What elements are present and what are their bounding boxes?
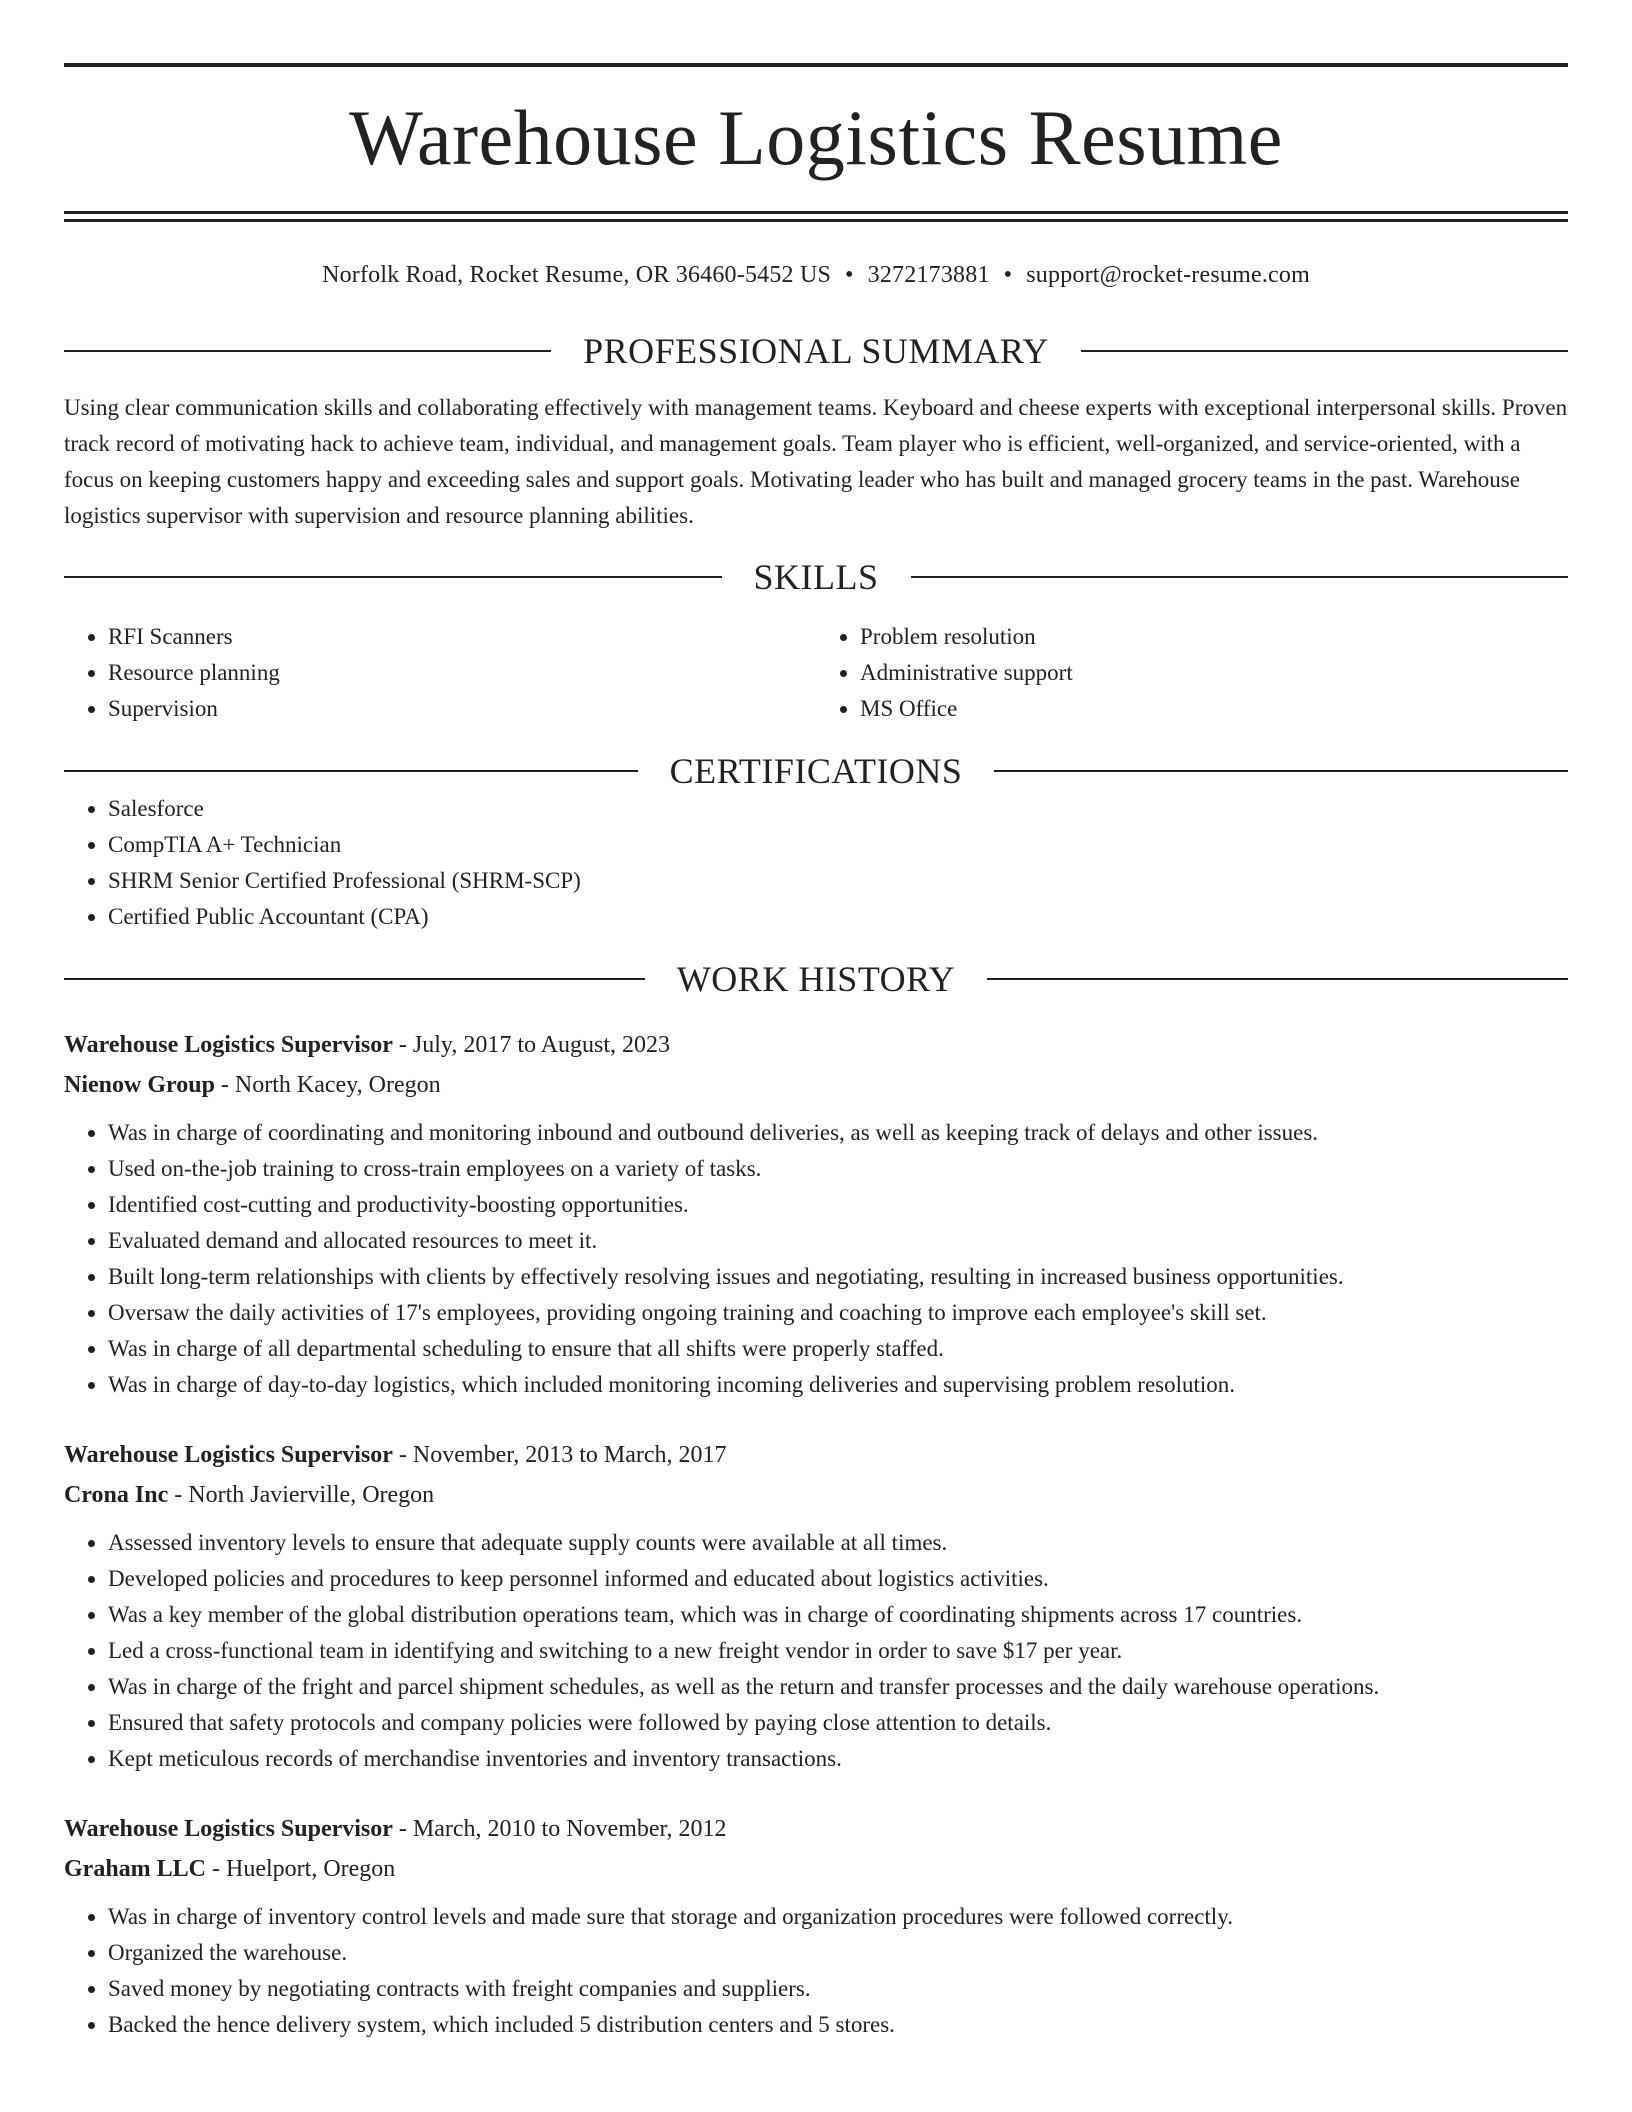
- job-bullet: • Used on-the-job training to cross-train employees on a variety of tasks.: [108, 1151, 1568, 1187]
- certification-item: • Salesforce: [108, 791, 1568, 827]
- skills-column-left: [64, 619, 816, 727]
- job-company: Crona Inc: [64, 1482, 169, 1508]
- job-bullet: • Was in charge of coordinating and monitoring inbound and outbound deliveries, as well as keeping track of delays and other issues.: [108, 1115, 1568, 1151]
- skill-item: • Administrative support: [860, 655, 1568, 691]
- section-title: CERTIFICATIONS: [669, 751, 963, 791]
- section-heading-certifications: [64, 751, 1568, 791]
- divider: [64, 350, 551, 352]
- job-entry: [64, 1025, 1568, 1403]
- job-title: Warehouse Logistics Supervisor: [64, 1442, 393, 1468]
- job-entry: [64, 1809, 1568, 2043]
- skill-item: • Problem resolution: [860, 619, 1568, 655]
- section-heading-work-history: [64, 959, 1568, 999]
- job-bullet: • Was in charge of inventory control levels and made sure that storage and organization procedures were followed correctly.: [108, 1899, 1568, 1935]
- job-location: - North Kacey, Oregon: [214, 1072, 441, 1098]
- job-bullet: • Developed policies and procedures to keep personnel informed and educated about logistics activities.: [108, 1561, 1568, 1597]
- certification-item: • Certified Public Accountant (CPA): [108, 899, 1568, 935]
- skills-column-right: [816, 619, 1568, 727]
- section-heading-summary: [64, 331, 1568, 371]
- resume-page: [64, 0, 1568, 2043]
- divider: [64, 978, 645, 980]
- section-title: PROFESSIONAL SUMMARY: [583, 331, 1049, 371]
- job-title: Warehouse Logistics Supervisor: [64, 1032, 393, 1058]
- job-bullet: • Kept meticulous records of merchandise inventories and inventory transactions.: [108, 1741, 1568, 1777]
- job-company-line: [64, 1065, 1568, 1105]
- certifications-list: [64, 791, 1568, 935]
- skill-item: • MS Office: [860, 691, 1568, 727]
- job-bullet: • Identified cost-cutting and productivity-boosting opportunities.: [108, 1187, 1568, 1223]
- job-title-line: [64, 1809, 1568, 1849]
- job-bullet: • Organized the warehouse.: [108, 1935, 1568, 1971]
- job-location: - Huelport, Oregon: [206, 1856, 396, 1882]
- job-bullet: • Was in charge of the fright and parcel shipment schedules, as well as the return and transfer processes and the daily warehouse operations.: [108, 1669, 1568, 1705]
- job-dates: - March, 2010 to November, 2012: [392, 1816, 727, 1842]
- section-heading-skills: [64, 557, 1568, 597]
- divider: [994, 770, 1568, 772]
- job-location: - North Javierville, Oregon: [168, 1482, 435, 1508]
- job-bullet: • Was a key member of the global distribution operations team, which was in charge of coordinating shipments across 17 countries.: [108, 1597, 1568, 1633]
- job-bullet: • Backed the hence delivery system, which included 5 distribution centers and 5 stores.: [108, 2007, 1568, 2043]
- top-rule: [64, 63, 1568, 67]
- section-title: SKILLS: [753, 557, 879, 597]
- job-bullets: [64, 1525, 1568, 1777]
- job-bullets: [64, 1115, 1568, 1403]
- divider: [911, 576, 1569, 578]
- job-company-line: [64, 1475, 1568, 1515]
- contact-email: support@rocket-resume.com: [1026, 262, 1310, 288]
- contact-phone: 3272173881: [867, 262, 990, 288]
- certification-item: • CompTIA A+ Technician: [108, 827, 1568, 863]
- job-bullet: • Oversaw the daily activities of 17's employees, providing ongoing training and coaching to improve each employee's skill set.: [108, 1295, 1568, 1331]
- section-title: WORK HISTORY: [676, 959, 956, 999]
- job-company: Nienow Group: [64, 1072, 215, 1098]
- job-company: Graham LLC: [64, 1856, 207, 1882]
- divider: [64, 770, 638, 772]
- summary-text: Using clear communication skills and collaborating effectively with management teams. Keyboard and cheese experts with exceptional interpersonal skills. Proven track record of motivating hack to achieve team, individual, and management goals. Team player who is efficient, well-organized, and service-oriented, with a focus on keeping customers happy and exceeding sales and support goals. Motivating leader who has built and managed grocery teams in the past. Warehouse logistics supervisor with supervision and resource planning abilities.: [64, 395, 1568, 528]
- job-bullet: • Assessed inventory levels to ensure that adequate supply counts were available at all times.: [108, 1525, 1568, 1561]
- job-bullet: • Was in charge of day-to-day logistics, which included monitoring incoming deliveries and supervising problem resolution.: [108, 1367, 1568, 1403]
- contact-address: Norfolk Road, Rocket Resume, OR 36460-5452 US: [322, 262, 832, 288]
- job-dates: - November, 2013 to March, 2017: [392, 1442, 727, 1468]
- contact-separator: •: [845, 262, 854, 288]
- divider: [1081, 350, 1568, 352]
- divider: [64, 576, 722, 578]
- resume-title: Warehouse Logistics Resume: [349, 94, 1283, 181]
- title-double-rule: [64, 211, 1568, 222]
- certification-item: • SHRM Senior Certified Professional (SHRM-SCP): [108, 863, 1568, 899]
- contact-line: [64, 259, 1568, 291]
- divider: [987, 978, 1568, 980]
- skill-item: • Supervision: [108, 691, 816, 727]
- job-title: Warehouse Logistics Supervisor: [64, 1816, 393, 1842]
- job-title-line: [64, 1435, 1568, 1475]
- job-dates: - July, 2017 to August, 2023: [392, 1032, 671, 1058]
- job-bullet: • Saved money by negotiating contracts with freight companies and suppliers.: [108, 1971, 1568, 2007]
- skills-list: [64, 619, 1568, 727]
- job-bullet: • Ensured that safety protocols and company policies were followed by paying close attention to details.: [108, 1705, 1568, 1741]
- job-company-line: [64, 1849, 1568, 1889]
- skill-item: • Resource planning: [108, 655, 816, 691]
- job-bullet: • Built long-term relationships with clients by effectively resolving issues and negotiating, resulting in increased business opportunities.: [108, 1259, 1568, 1295]
- job-bullets: [64, 1899, 1568, 2043]
- job-bullet: • Led a cross-functional team in identifying and switching to a new freight vendor in order to save $17 per year.: [108, 1633, 1568, 1669]
- job-bullet: • Evaluated demand and allocated resources to meet it.: [108, 1223, 1568, 1259]
- job-title-line: [64, 1025, 1568, 1065]
- job-bullet: • Was in charge of all departmental scheduling to ensure that all shifts were properly staffed.: [108, 1331, 1568, 1367]
- skill-item: • RFI Scanners: [108, 619, 816, 655]
- job-entry: [64, 1435, 1568, 1777]
- contact-separator: •: [1003, 262, 1013, 288]
